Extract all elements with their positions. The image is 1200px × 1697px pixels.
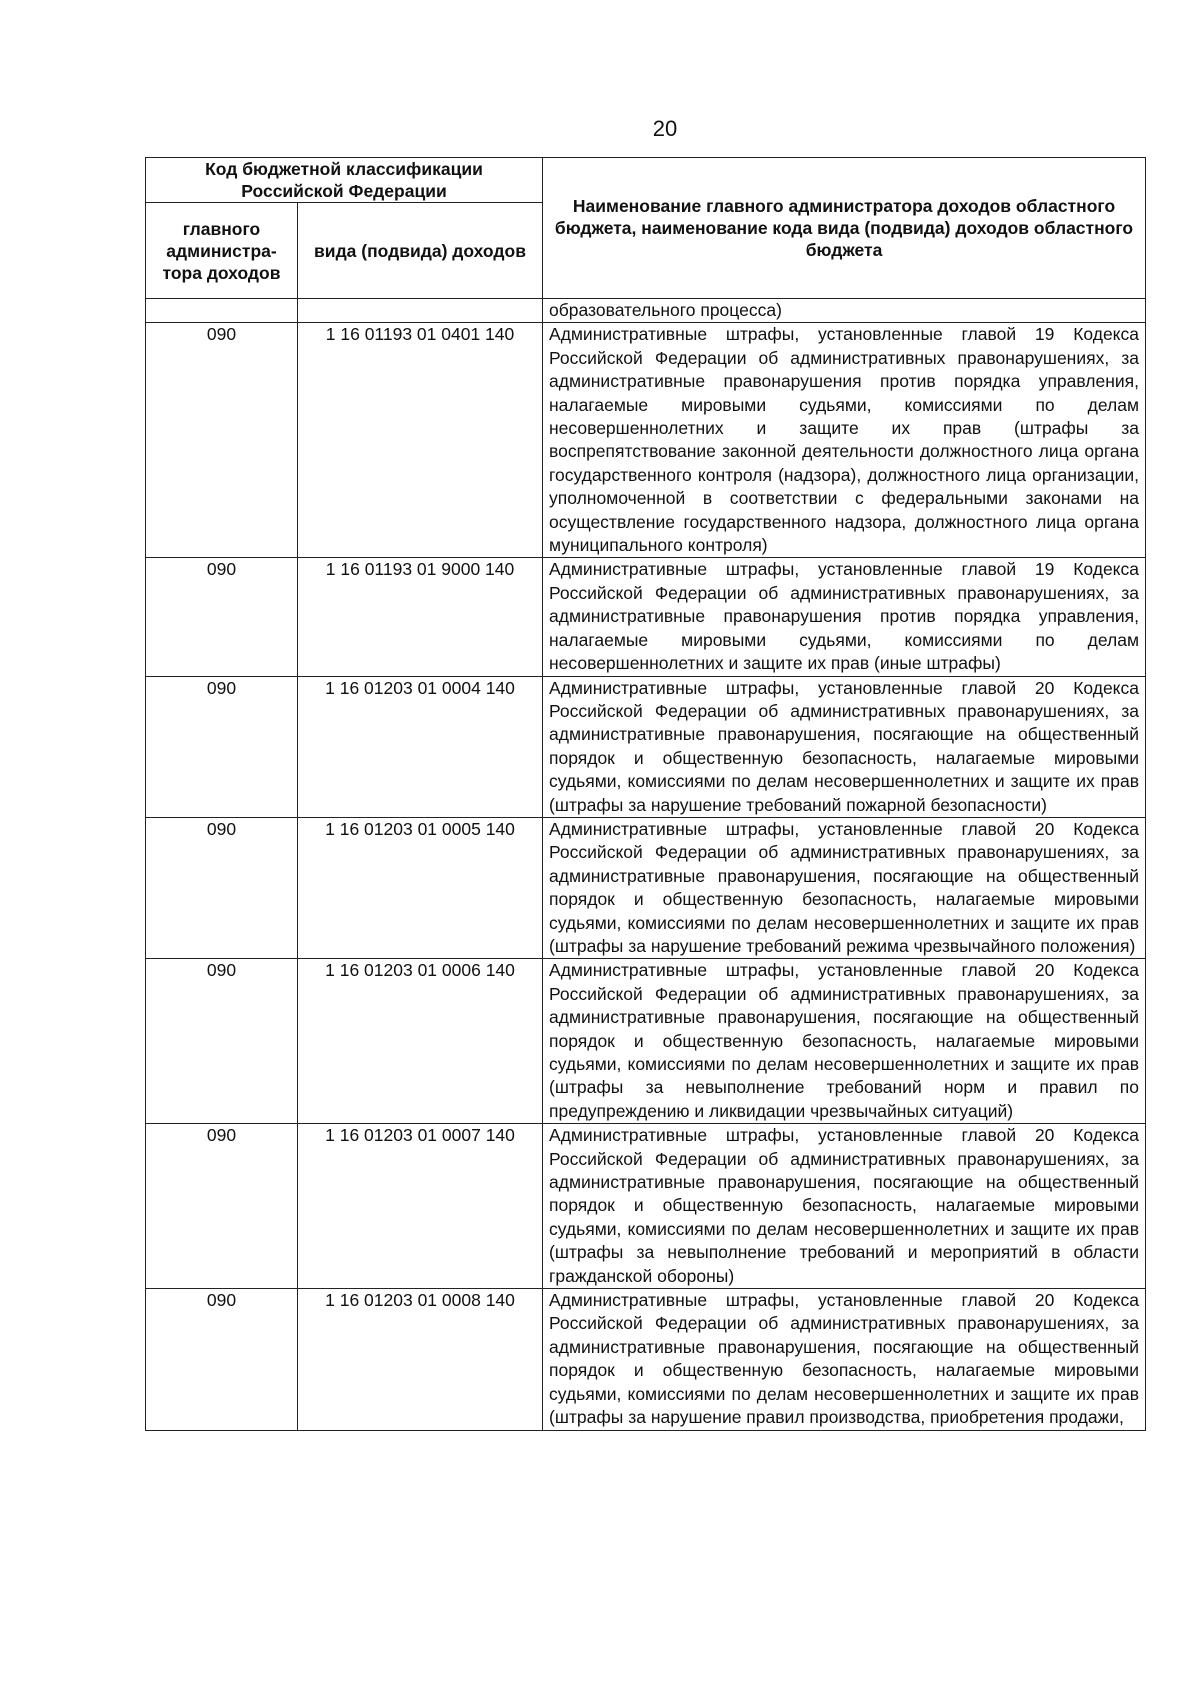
admin-cell: 090 xyxy=(146,676,298,817)
description-cell: Административные штрафы, установленные главой 20 Кодекса Российской Федерации об административных правонарушениях, за административные правонарушения, посягающие на общественный порядок и общественную безопасность, налагаемые мировыми судьями, комиссиями по делам несовершеннолетних и защите их прав (штрафы за нарушение требований пожарной безопасности) xyxy=(543,676,1146,817)
table-row-continuation xyxy=(146,299,1146,323)
description-cell: образовательного процесса) xyxy=(543,299,1146,323)
table-row xyxy=(146,959,1146,1124)
admin-cell: 090 xyxy=(146,1124,298,1289)
description-cell: Административные штрафы, установленные главой 20 Кодекса Российской Федерации об административных правонарушениях, за административные правонарушения, посягающие на общественный порядок и общественную безопасность, налагаемые мировыми судьями, комиссиями по делам несовершеннолетних и защите их прав (штрафы за нарушение правил производства, приобретения продажи, xyxy=(543,1289,1146,1430)
code-cell: 1 16 01203 01 0005 140 xyxy=(298,817,543,958)
code-cell: 1 16 01193 01 0401 140 xyxy=(298,323,543,558)
admin-cell: 090 xyxy=(146,959,298,1124)
code-cell: 1 16 01193 01 9000 140 xyxy=(298,558,543,676)
table-row xyxy=(146,817,1146,958)
table-row xyxy=(146,1289,1146,1430)
code-cell xyxy=(298,299,543,323)
page-number: 20 xyxy=(652,116,678,141)
admin-cell: 090 xyxy=(146,323,298,558)
description-cell: Административные штрафы, установленные главой 20 Кодекса Российской Федерации об административных правонарушениях, за административные правонарушения, посягающие на общественный порядок и общественную безопасность, налагаемые мировыми судьями, комиссиями по делам несовершеннолетних и защите их прав (штрафы за невыполнение требований норм и правил по предупреждению и ликвидации чрезвычайных ситуаций) xyxy=(543,959,1146,1124)
table-row xyxy=(146,558,1146,676)
header-income-code: вида (подвида) доходов xyxy=(298,203,543,299)
table-row xyxy=(146,1124,1146,1289)
table-row xyxy=(146,323,1146,558)
admin-cell: 090 xyxy=(146,817,298,958)
admin-cell xyxy=(146,299,298,323)
description-cell: Административные штрафы, установленные главой 19 Кодекса Российской Федерации об административных правонарушениях, за административные правонарушения против порядка управления, налагаемые мировыми судьями, комиссиями по делам несовершеннолетних и защите их прав (иные штрафы) xyxy=(543,558,1146,676)
code-cell: 1 16 01203 01 0006 140 xyxy=(298,959,543,1124)
description-cell: Административные штрафы, установленные главой 20 Кодекса Российской Федерации об административных правонарушениях, за административные правонарушения, посягающие на общественный порядок и общественную безопасность, налагаемые мировыми судьями, комиссиями по делам несовершеннолетних и защите их прав (штрафы за невыполнение требований и мероприятий в области гражданской обороны) xyxy=(543,1124,1146,1289)
header-name: Наименование главного администратора доходов областного бюджета, наименование кода вида (подвида) доходов областного бюджета xyxy=(543,158,1146,299)
description-cell: Административные штрафы, установленные главой 19 Кодекса Российской Федерации об административных правонарушениях, за административные правонарушения против порядка управления, налагаемые мировыми судьями, комиссиями по делам несовершеннолетних и защите их прав (штрафы за воспрепятствование законной деятельности должностного лица органа государственного контроля (надзора), должностного лица организации, уполномоченной в соответствии с федеральными законами на осуществление государственного надзора, должностного лица органа муниципального контроля) xyxy=(543,323,1146,558)
code-cell: 1 16 01203 01 0007 140 xyxy=(298,1124,543,1289)
admin-cell: 090 xyxy=(146,558,298,676)
admin-cell: 090 xyxy=(146,1289,298,1430)
header-classification-code: Код бюджетной классификации Российской Федерации xyxy=(146,158,543,203)
header-admin-code: главного администра-тора доходов xyxy=(146,203,298,299)
table-row xyxy=(146,676,1146,817)
description-cell: Административные штрафы, установленные главой 20 Кодекса Российской Федерации об административных правонарушениях, за административные правонарушения, посягающие на общественный порядок и общественную безопасность, налагаемые мировыми судьями, комиссиями по делам несовершеннолетних и защите их прав (штрафы за нарушение требований режима чрезвычайного положения) xyxy=(543,817,1146,958)
code-cell: 1 16 01203 01 0004 140 xyxy=(298,676,543,817)
budget-classification-table xyxy=(145,157,1146,1431)
code-cell: 1 16 01203 01 0008 140 xyxy=(298,1289,543,1430)
